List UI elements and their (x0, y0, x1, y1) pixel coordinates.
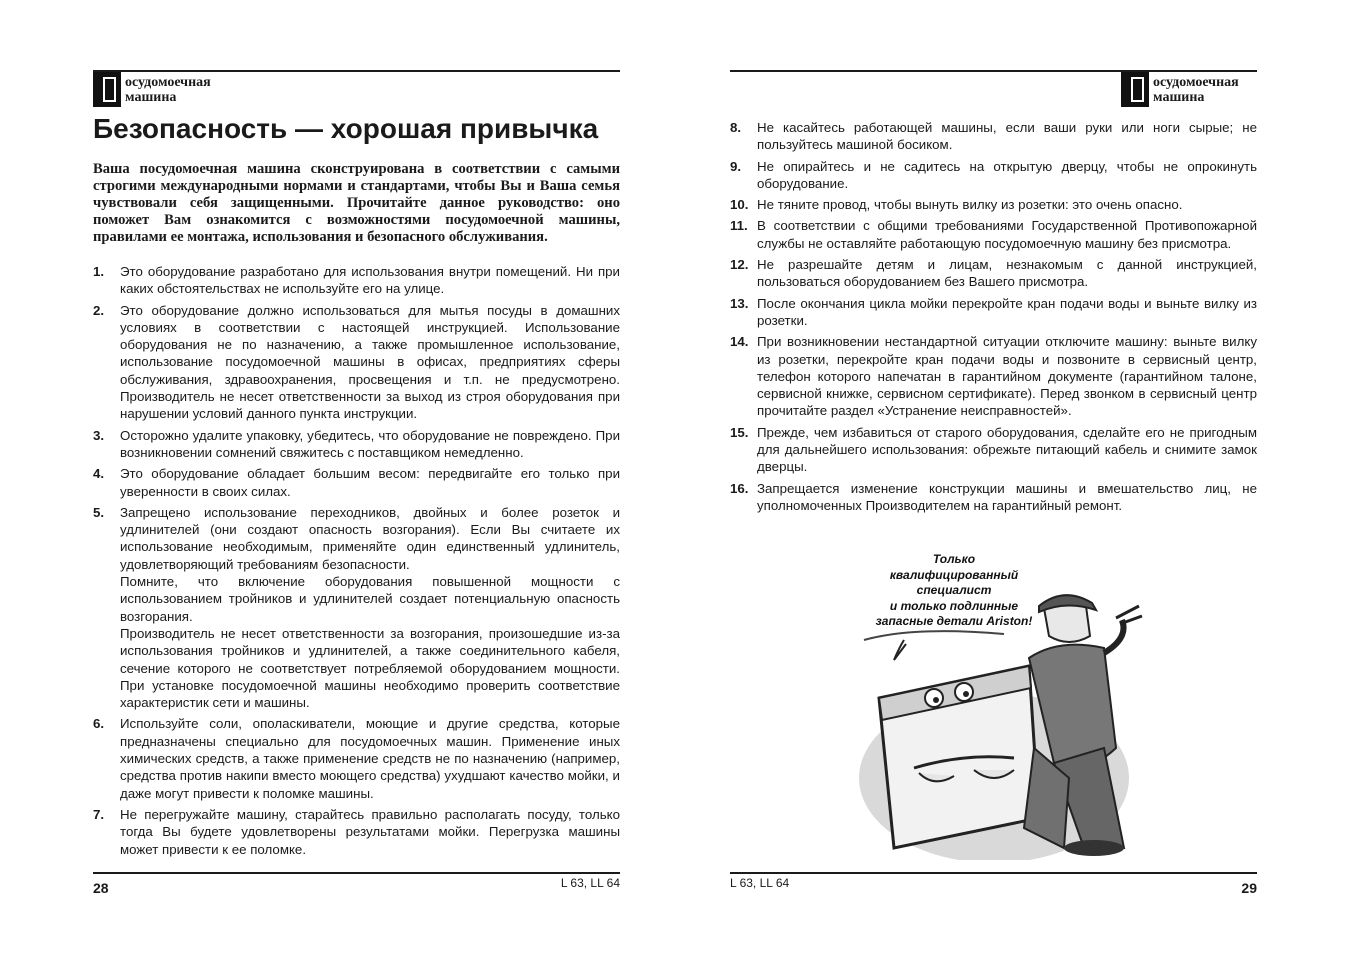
list-item (93, 302, 620, 423)
item-paragraph: Не перегружайте машину, старайтесь правильно располагать посуду, только тогда Вы будете удовлетворены результатами мойки. Перегрузка машины может привести к ее поломке. (120, 806, 620, 857)
item-number: 16. (730, 480, 749, 496)
item-text (757, 158, 1257, 193)
footer-rule (730, 872, 1257, 874)
item-number: 6. (93, 716, 105, 732)
item-paragraph: Это оборудование должно использоваться для мытья посуды в домашних условиях в соответствии с настоящей инструкцией. Использование оборудования не по назначению, а также промышленное использование, использование посудомоечной машины в офисах, предприятиях сферы обслуживания, здравоохранения, просвещения и т.п. не предусмотрено. Производитель не несет ответственности за выход из строя оборудования при нарушении условий данного пункта инструкции. (120, 302, 620, 422)
item-text (757, 424, 1257, 476)
logo-mark-icon (93, 72, 121, 107)
page-number: 29 (1241, 880, 1257, 896)
caption-line: и только подлинные (889, 598, 1019, 613)
brand-logo (93, 72, 211, 107)
item-number: 11. (730, 218, 748, 234)
caption-line: запасные детали Ariston! (875, 614, 1033, 628)
dishwasher-character (879, 666, 1039, 848)
item-paragraph: В соответствии с общими требованиями Государственной Противопожарной службы не оставляйте работающую посудомоечную машину без присмотра. (757, 218, 1257, 251)
item-number: 3. (93, 427, 105, 443)
list-item (730, 480, 1257, 515)
item-paragraph: При возникновении нестандартной ситуации отключите машину: выньте вилку из розетки, перекройте кран подачи воды и позвоните в сервисный центр, телефон которого напечатан в гарантийном документе (гарантийном талоне, сервисной книжке, сервисном сертификате). Перед звонком в сервисный центр прочитайте раздел «Устранение неисправностей». (757, 334, 1257, 419)
item-paragraph: Не тяните провод, чтобы вынуть вилку из розетки: это очень опасно. (757, 197, 1183, 213)
item-text (120, 465, 620, 500)
footer-rule (93, 872, 620, 874)
item-number: 10. (730, 197, 749, 213)
item-text (120, 427, 620, 462)
item-paragraph: Осторожно удалите упаковку, убедитесь, что оборудование не повреждено. При возникновении сомнений свяжитесь с поставщиком немедленно. (120, 427, 620, 460)
item-text (757, 196, 1257, 213)
speech-bubble-edge (864, 631, 1004, 640)
item-number: 15. (730, 424, 749, 440)
item-paragraph: Производитель не несет ответственности за возгорания, произошедшие из-за использования тройников и удлинителей, а также соединительного кабеля, сечение которого не соответствует потребляемой оборудованием мощности. При установке посудомоечной машины необходимо проверить соответствие характеристик сети и машины. (120, 625, 620, 711)
logo-text (1153, 75, 1239, 105)
item-number: 5. (93, 504, 105, 520)
list-item (730, 196, 1257, 213)
safety-list-right (730, 119, 1257, 518)
item-paragraph: Помните, что включение оборудования повышенной мощности с использованием тройников и удлинителей создает потенциальную опасность возгорания. (120, 574, 620, 624)
item-text (120, 504, 620, 712)
list-item (93, 715, 620, 801)
item-number: 12. (730, 257, 749, 273)
list-item (730, 295, 1257, 330)
caption-line: Только (932, 552, 976, 566)
logo-line-1: осудомоечная (125, 74, 211, 90)
list-item (93, 806, 620, 858)
caption-line: специалист (916, 583, 992, 597)
safety-list-left (93, 263, 620, 862)
item-paragraph: Используйте соли, ополаскиватели, моющие и другие средства, которые предназначены специально для посудомоечных машин. Применение иных химических средств, а также применение средств не по назначению (например, средства против накипи вместо моющего средства) ухудшают качество мойки, и даже могут привести к поломке машины. (120, 716, 620, 801)
item-number: 2. (93, 302, 105, 318)
list-item (730, 256, 1257, 291)
model-label: L 63, LL 64 (560, 876, 620, 890)
list-item (730, 424, 1257, 476)
illustration-caption (854, 552, 1054, 630)
item-paragraph: Это оборудование обладает большим весом: передвигайте его только при уверенности в своих силах. (120, 466, 620, 499)
page-title: Безопасность — хорошая привычка (93, 113, 599, 144)
list-item (93, 263, 620, 298)
list-item (730, 119, 1257, 154)
list-item (730, 333, 1257, 419)
logo-text (125, 75, 211, 105)
logo-line-2: машина (1153, 89, 1205, 105)
item-paragraph: Прежде, чем избавиться от старого оборудования, сделайте его не пригодным для дальнейшего использования: обрежьте питающий кабель и снимите замок дверцы. (757, 424, 1257, 475)
item-paragraph: Не опирайтесь и не садитесь на открытую дверцу, чтобы не опрокинуть оборудование. (757, 158, 1257, 191)
item-number: 7. (93, 806, 105, 822)
item-paragraph: Запрещено использование переходников, двойных и более розеток и удлинителей (они создают опасность возгорания). Если Вы считаете их использование необходимым, применяйте один единственный удлинитель, удовлетворяющий требованиям безопасности. (120, 504, 620, 572)
item-number: 8. (730, 120, 742, 135)
item-text (120, 302, 620, 423)
list-item (93, 465, 620, 500)
item-paragraph: Не разрешайте детям и лицам, незнакомым с данной инструкцией, пользоваться оборудованием без Вашего присмотра. (757, 257, 1257, 290)
left-page (0, 0, 675, 954)
item-number: 9. (730, 158, 742, 174)
list-item (730, 217, 1257, 252)
logo-line-2: машина (125, 89, 177, 105)
item-text (757, 119, 1257, 154)
list-item (730, 158, 1257, 193)
item-number: 13. (730, 295, 749, 311)
brand-logo (1121, 72, 1239, 107)
caption-line: квалифицированный (889, 567, 1019, 582)
item-paragraph: Это оборудование разработано для использования внутри помещений. Ни при каких обстоятельствах не используйте его на улице. (120, 264, 620, 297)
item-text (757, 256, 1257, 291)
page-number: 28 (93, 880, 109, 896)
logo-line-1: осудомоечная (1153, 74, 1239, 90)
item-paragraph: После окончания цикла мойки перекройте кран подачи воды и выньте вилку из розетки. (757, 295, 1257, 328)
item-paragraph: Не касайтесь работающей машины, если ваши руки или ноги сырые; не пользуйтесь машиной босиком. (757, 120, 1257, 153)
item-text (120, 263, 620, 298)
item-text (120, 806, 620, 858)
item-text (757, 333, 1257, 419)
list-item (93, 504, 620, 712)
speech-tail (894, 640, 906, 660)
item-text (757, 295, 1257, 330)
item-number: 1. (93, 264, 105, 279)
item-text (120, 715, 620, 801)
list-item (93, 427, 620, 462)
item-text (757, 217, 1257, 252)
logo-mark-icon (1121, 72, 1149, 107)
item-number: 4. (93, 466, 105, 482)
item-text (757, 480, 1257, 515)
intro-paragraph: Ваша посудомоечная машина сконструирована в соответствии с самыми строгими международными нормами и стандартами, чтобы Вы и Ваша семья чувствовали себя защищенными. Прочитайте данное руководство: оно поможет Вам ознакомится с возможностями посудомоечной машины, правилами ее монтажа, использования и безопасного обслуживания. (93, 161, 620, 245)
item-number: 14. (730, 334, 749, 350)
right-page (676, 0, 1351, 954)
item-paragraph: Запрещается изменение конструкции машины и вмешательство лиц, не уполномоченных Производителем на гарантийный ремонт. (757, 480, 1257, 513)
model-label: L 63, LL 64 (730, 876, 790, 890)
